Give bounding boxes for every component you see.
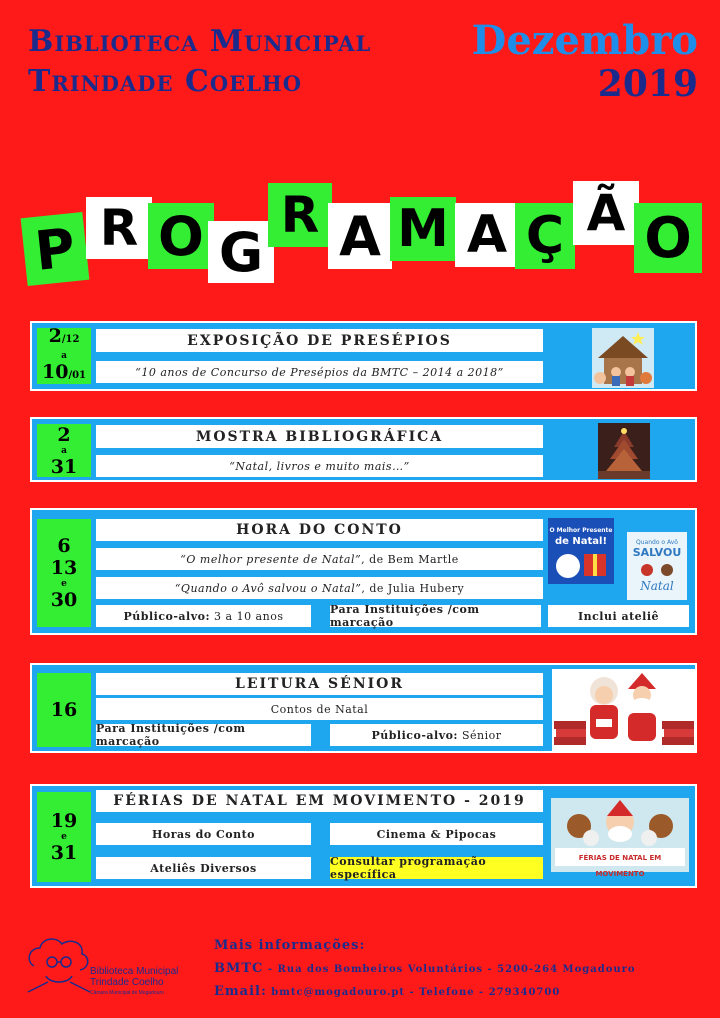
date-single: 16 <box>50 699 78 721</box>
title-letter: P <box>21 212 90 286</box>
event-subtitle: “10 anos de Concurso de Presépios da BMTC – 2014 a 2018” <box>96 361 543 383</box>
title-letter: M <box>390 197 456 261</box>
date-separator: e <box>61 579 67 589</box>
activity-cinema: Cinema & Pipocas <box>330 823 543 845</box>
date-separator: e <box>61 832 67 842</box>
event-title: HORA DO CONTO <box>96 519 543 541</box>
book-cover-1 <box>548 518 614 584</box>
book-tree-image <box>598 423 650 479</box>
audience-value: 3 a 10 anos <box>214 609 284 623</box>
event-date <box>37 424 91 477</box>
svg-text:SALVOU: SALVOU <box>632 546 682 559</box>
date-start: 19 <box>50 810 78 832</box>
event-title: EXPOSIÇÃO DE PRESÉPIOS <box>96 329 543 352</box>
story-2 <box>96 577 543 599</box>
logo-line2: Trindade Coelho <box>90 977 164 988</box>
story-1-author: , de Bem Martle <box>361 552 459 566</box>
library-name <box>28 22 371 102</box>
title-letter: O <box>634 203 702 273</box>
workshop-note: Inclui ateliê <box>548 605 689 627</box>
audience-label: Público-alvo: <box>123 609 211 623</box>
date-end-month: /01 <box>68 370 87 381</box>
audience-value: Sénior <box>461 728 502 742</box>
event-date <box>37 325 91 384</box>
event-subtitle: Contos de Natal <box>96 698 543 720</box>
story-1-title: “O melhor presente de Natal” <box>180 552 362 566</box>
library-logo-text <box>90 966 178 999</box>
event-date <box>37 519 91 627</box>
contact-line <box>214 981 636 1004</box>
ferias-banner-text: FÉRIAS DE NATAL EM MOVIMENTO <box>578 854 662 878</box>
ferias-banner-image <box>551 798 689 878</box>
event-hora-do-conto <box>30 508 697 635</box>
date-1: 6 <box>57 535 71 557</box>
event-ferias-natal <box>30 784 697 888</box>
institutions-note: Para Instituições /com marcação <box>330 605 541 627</box>
event-exposicao-presepios <box>30 321 697 391</box>
title-letter: Ã <box>573 181 639 245</box>
svg-text:Natal: Natal <box>640 579 674 593</box>
activity-consultar: Consultar programação específica <box>330 857 543 879</box>
date-end: 31 <box>50 455 78 478</box>
event-title: LEITURA SÉNIOR <box>96 673 543 695</box>
event-title: MOSTRA BIBLIOGRÁFICA <box>96 425 543 448</box>
email-label: Email: <box>214 984 267 999</box>
library-name-line1: Biblioteca Municipal <box>28 24 372 59</box>
activity-ateliers: Ateliês Diversos <box>96 857 311 879</box>
year-title: 2019 <box>597 63 698 105</box>
audience-label: Público-alvo: <box>371 728 458 742</box>
institutions-note: Para Instituições /com marcação <box>96 724 311 746</box>
event-subtitle: “Natal, livros e muito mais…” <box>96 455 543 477</box>
date-end: 31 <box>50 842 78 864</box>
library-name-line2: Trindade Coelho <box>28 64 303 99</box>
date-start: 2 <box>57 423 71 446</box>
svg-text:Quando o Avô: Quando o Avô <box>636 539 678 546</box>
date-separator: a <box>61 351 67 361</box>
address-text: - Rua dos Bombeiros Voluntários - 5200-264 Mogadouro <box>263 964 636 975</box>
address-line <box>214 958 636 981</box>
title-letter: G <box>208 221 274 283</box>
audience <box>96 605 311 627</box>
month-title: Dezembro <box>471 17 698 64</box>
address-label: BMTC <box>214 961 264 976</box>
event-title: FÉRIAS DE NATAL EM MOVIMENTO - 2019 <box>96 790 543 812</box>
date-start-month: /12 <box>61 334 80 345</box>
event-date <box>37 673 91 747</box>
svg-text:O Melhor Presente: O Melhor Presente <box>549 527 613 534</box>
library-logo-icon <box>24 932 94 1002</box>
title-letter: Ç <box>515 203 575 269</box>
nativity-image <box>592 328 654 388</box>
story-1 <box>96 548 543 570</box>
footer-info <box>214 934 636 1004</box>
date-3: 30 <box>50 589 78 611</box>
story-2-author: , de Julia Hubery <box>361 581 465 595</box>
date-start: 2 <box>48 325 62 347</box>
date-2: 13 <box>50 557 78 579</box>
event-date <box>37 792 91 882</box>
event-leitura-senior <box>30 663 697 753</box>
logo-line1: Biblioteca Municipal <box>90 966 179 977</box>
title-letter: R <box>268 183 332 247</box>
audience <box>330 724 543 746</box>
title-letter: A <box>328 203 392 269</box>
activity-horas-conto: Horas do Conto <box>96 823 311 845</box>
title-letter: R <box>86 197 152 259</box>
story-2-title: “Quando o Avô salvou o Natal” <box>174 581 362 595</box>
title-letter: A <box>455 203 519 267</box>
event-mostra-bibliografica <box>30 417 697 482</box>
title-letter: O <box>148 203 214 269</box>
svg-text:de Natal!: de Natal! <box>554 536 608 547</box>
programacao-title <box>0 175 720 285</box>
date-separator: a <box>61 445 67 456</box>
more-info-heading: Mais informações: <box>214 938 366 953</box>
book-cover-2 <box>627 532 687 600</box>
mr-mrs-claus-image <box>552 669 696 751</box>
email-phone-text: bmtc@mogadouro.pt - Telefone - 279340700 <box>266 987 561 998</box>
logo-line3: Câmara Municipal de Mogadouro <box>90 990 164 996</box>
date-end: 10 <box>41 361 69 383</box>
